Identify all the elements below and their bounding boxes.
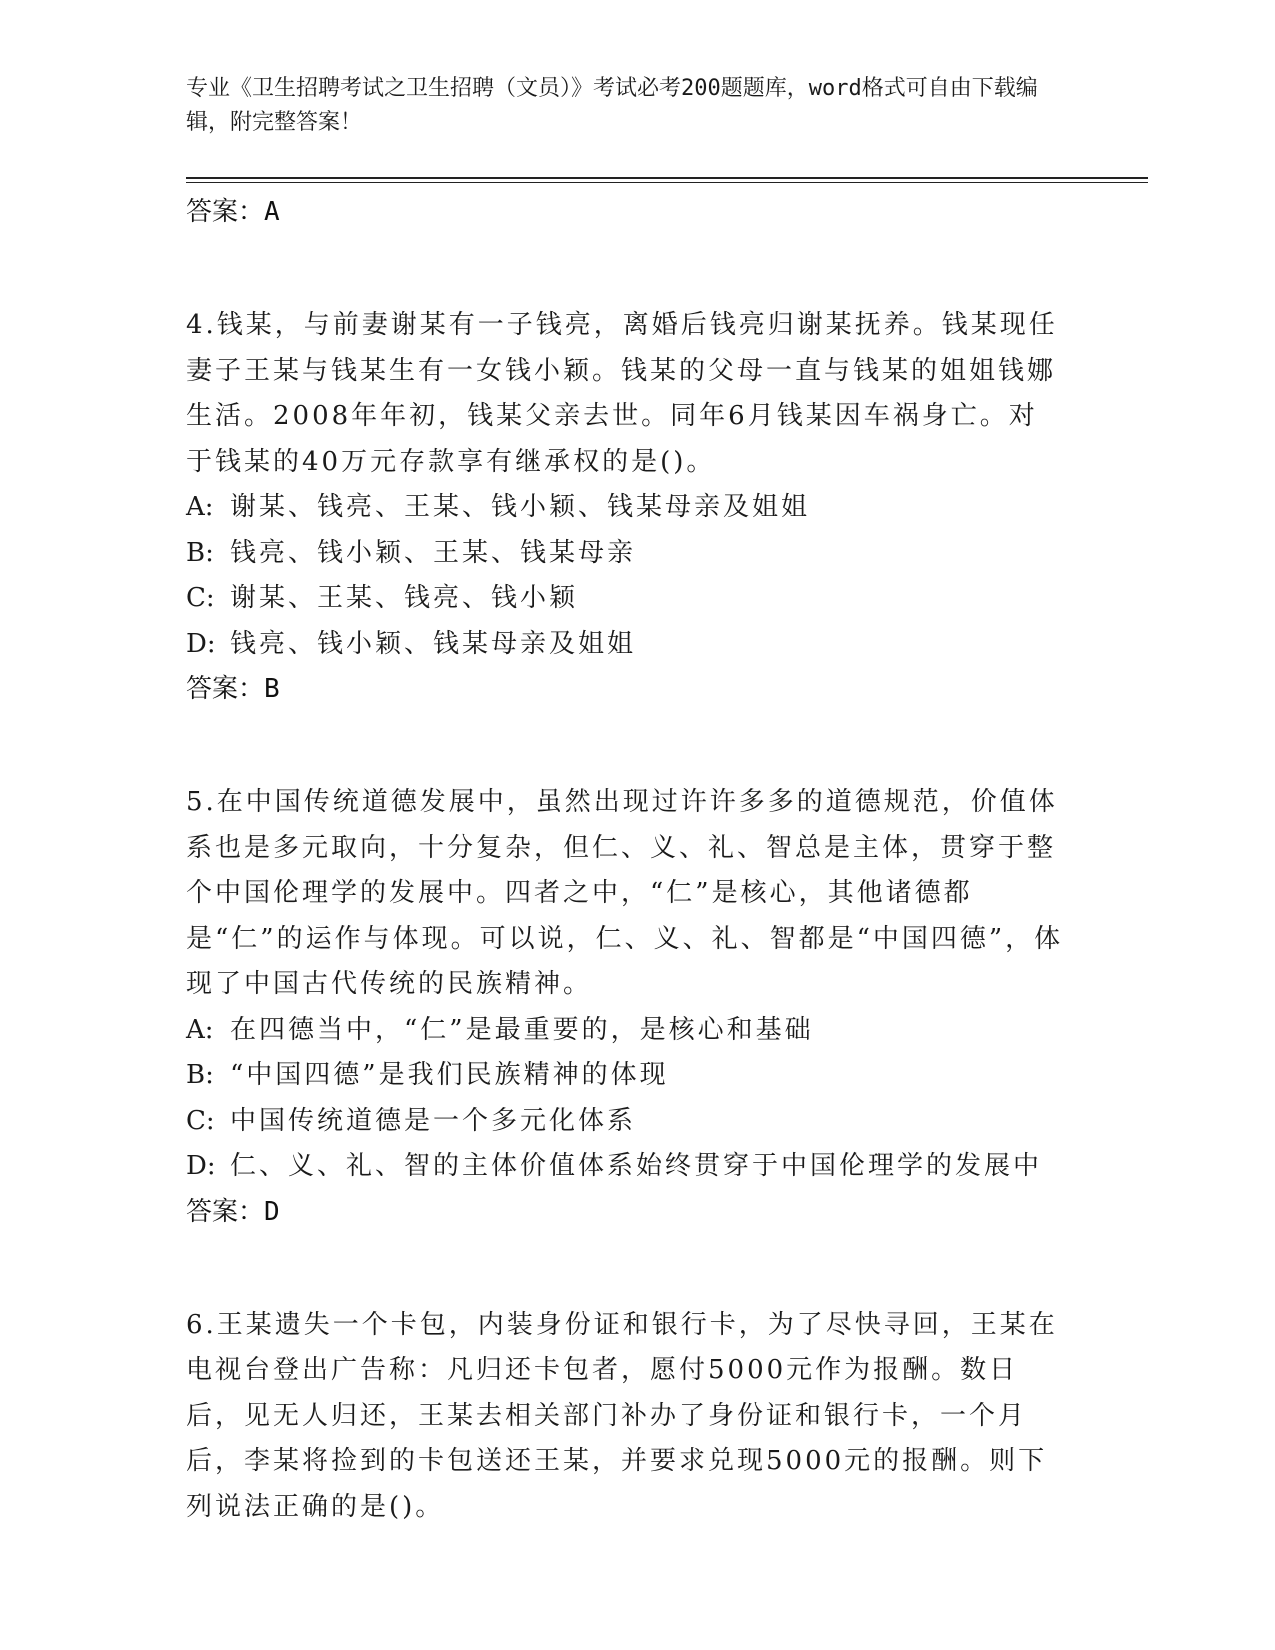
header-rule-thin <box>186 182 1148 183</box>
option-b <box>186 1053 1066 1099</box>
question-text: 5.在中国传统道德发展中，虽然出现过许许多多的道德规范，价值体系也是多元取向，十分复杂，但仁、义、礼、智总是主体，贯穿于整个中国伦理学的发展中。四者之中，“仁”是核心，其他诸德都是“仁”的运作与体现。可以说，仁、义、礼、智都是“中国四德”，体现了中国古代传统的民族精神。 <box>186 787 1064 999</box>
option-text: 钱亮、钱小颖、钱某母亲及姐姐 <box>230 628 637 659</box>
option-letter: C: <box>186 583 215 613</box>
header-rule-thick <box>186 177 1148 179</box>
option-letter: D: <box>186 628 216 659</box>
option-c <box>186 1099 1066 1145</box>
option-d <box>186 1144 1066 1190</box>
question-block <box>186 780 1066 1234</box>
option-letter: D: <box>186 1151 216 1181</box>
spacer <box>186 711 1066 780</box>
answer-line: 答案：B <box>186 674 280 704</box>
option-letter: A: <box>186 492 214 522</box>
option-a <box>186 1008 1066 1054</box>
spacer <box>186 1234 1066 1303</box>
document-header: 专业《卫生招聘考试之卫生招聘（文员）》考试必考200题题库，word格式可自由下载编辑，附完整答案！ <box>186 76 1038 135</box>
option-text: “中国四德”是我们民族精神的体现 <box>230 1060 669 1090</box>
option-b <box>186 531 1066 577</box>
answer-line: 答案：D <box>186 1196 280 1227</box>
option-text: 在四德当中，“仁”是最重要的，是核心和基础 <box>230 1014 814 1045</box>
question-block <box>186 1303 1066 1531</box>
option-letter: B: <box>186 1060 214 1090</box>
document-body <box>186 190 1066 1530</box>
option-d <box>186 622 1066 668</box>
question-block <box>186 303 1066 711</box>
question-text: 6.王某遗失一个卡包，内装身份证和银行卡，为了尽快寻回，王某在电视台登出广告称：凡归还卡包者，愿付5000元作为报酬。数日后，见无人归还，王某去相关部门补办了身份证和银行卡，一个月后，李某将捡到的卡包送还王某，并要求兑现5000元的报酬。则下列说法正确的是()。 <box>186 1309 1058 1522</box>
option-text: 仁、义、礼、智的主体价值体系始终贯穿于中国伦理学的发展中 <box>230 1151 1043 1181</box>
spacer <box>186 234 1066 303</box>
option-text: 谢某、王某、钱亮、钱小颖 <box>230 583 579 613</box>
option-letter: B: <box>186 537 214 568</box>
answer-line: 答案：A <box>186 197 280 227</box>
option-text: 中国传统道德是一个多元化体系 <box>230 1105 637 1136</box>
option-text: 钱亮、钱小颖、王某、钱某母亲 <box>230 537 637 568</box>
question-text: 4.钱某，与前妻谢某有一子钱亮，离婚后钱亮归谢某抚养。钱某现任妻子王某与钱某生有一女钱小颖。钱某的父母一直与钱某的姐姐钱娜生活。2008年年初，钱某父亲去世。同年6月钱某因车祸身亡。对于钱某的40万元存款享有继承权的是()。 <box>186 310 1058 477</box>
option-c <box>186 576 1066 622</box>
option-text: 谢某、钱亮、王某、钱小颖、钱某母亲及姐姐 <box>230 492 811 522</box>
option-a <box>186 485 1066 531</box>
option-letter: C: <box>186 1105 215 1136</box>
option-letter: A: <box>186 1014 214 1045</box>
